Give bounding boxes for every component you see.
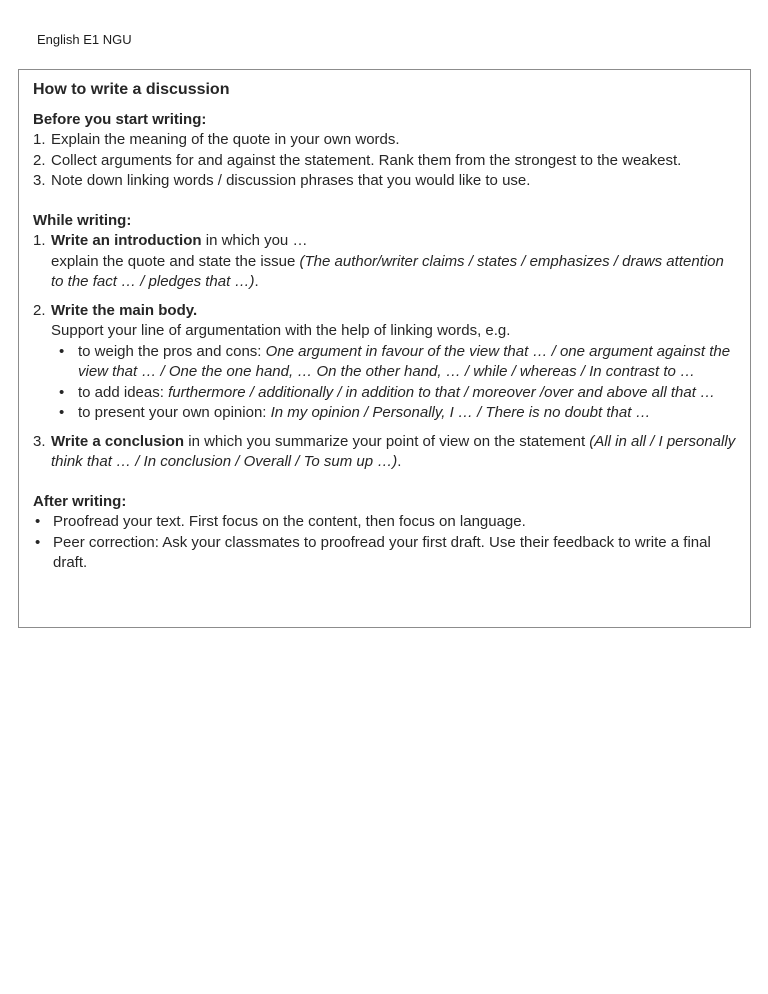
bullet-marker: • (35, 533, 41, 551)
list-item (33, 130, 736, 151)
section-heading-before: Before you start writing: (33, 110, 207, 128)
page-header: English E1 NGU (37, 32, 132, 47)
list-item (33, 231, 736, 293)
item-plain-text: . (397, 453, 402, 470)
item-plain-text: to weigh the pros and cons: (78, 342, 266, 360)
item-plain-text: explain the quote and state the issue (51, 252, 300, 270)
item-plain-text: in which you … (201, 232, 308, 249)
item-bold-text: Write a conclusion (51, 432, 185, 450)
bullet-text: Peer correction: Ask your classmates to proofread your first draft. Use their feedback to write a final draft. (53, 533, 711, 571)
item-italic-text: One argument in favour of the view that … / one argument against the view that … / One the one hand, … On the other hand, … / while / whereas / In contrast to … (78, 342, 731, 380)
item-plain-text: to present your own opinion: (78, 404, 271, 421)
item-number: 2. (33, 151, 46, 169)
list-item (33, 301, 736, 424)
list-item (33, 533, 736, 574)
section-heading-after: After writing: (33, 492, 127, 510)
instructions-box (18, 69, 751, 628)
item-plain-text: in which you summarize your point of view on the statement (184, 432, 590, 450)
sub-list-item (51, 342, 736, 383)
item-bold-text: Write the main body. (51, 301, 198, 319)
item-text (51, 432, 736, 473)
item-plain-text: . (254, 273, 259, 290)
bullet-text: Proofread your text. First focus on the content, then focus on language. (53, 513, 526, 530)
item-number: 2. (33, 301, 46, 319)
sub-list-item (51, 403, 736, 424)
item-bold-text: Write an introduction (51, 232, 202, 249)
bullet-text (78, 342, 736, 383)
item-italic-text: (The author/writer claims / states / emphasizes / draws attention to the fact … / pledges that …) (51, 252, 724, 290)
bullet-marker: • (35, 513, 41, 530)
item-italic-text: (All in all / I personally think that … / In conclusion / Overall / To sum up …) (51, 432, 736, 470)
item-text: Collect arguments for and against the statement. Rank them from the strongest to the weakest. (51, 151, 682, 169)
item-number: 3. (33, 432, 46, 450)
item-number: 1. (33, 131, 46, 148)
list-item (33, 171, 736, 192)
item-number: 1. (33, 232, 46, 249)
section-heading-while: While writing: (33, 211, 132, 229)
item-text (51, 301, 736, 424)
bullet-marker: • (59, 342, 65, 360)
bullet-marker: • (59, 404, 65, 421)
list-item (33, 151, 736, 172)
sub-list-item (51, 383, 736, 404)
item-italic-text: In my opinion / Personally, I … / There is no doubt that … (270, 404, 651, 421)
list-item (33, 432, 736, 473)
item-text: Explain the meaning of the quote in your own words. (51, 131, 400, 148)
item-plain-text: Support your line of argumentation with the help of linking words, e.g. (51, 322, 511, 339)
section-after-writing (33, 492, 736, 574)
item-number: 3. (33, 172, 46, 189)
bullet-text (78, 383, 736, 404)
item-italic-text: furthermore / additionally / in addition to that / moreover /over and above all that … (168, 383, 716, 401)
item-plain-text: to add ideas: (78, 383, 169, 401)
bullet-marker: • (59, 383, 65, 401)
bullet-text (78, 403, 736, 424)
section-while-writing (33, 211, 736, 473)
section-before-writing (33, 110, 736, 192)
box-title: How to write a discussion (33, 81, 230, 98)
list-item (33, 512, 736, 533)
item-text: Note down linking words / discussion phrases that you would like to use. (51, 172, 531, 189)
item-text (51, 231, 736, 293)
